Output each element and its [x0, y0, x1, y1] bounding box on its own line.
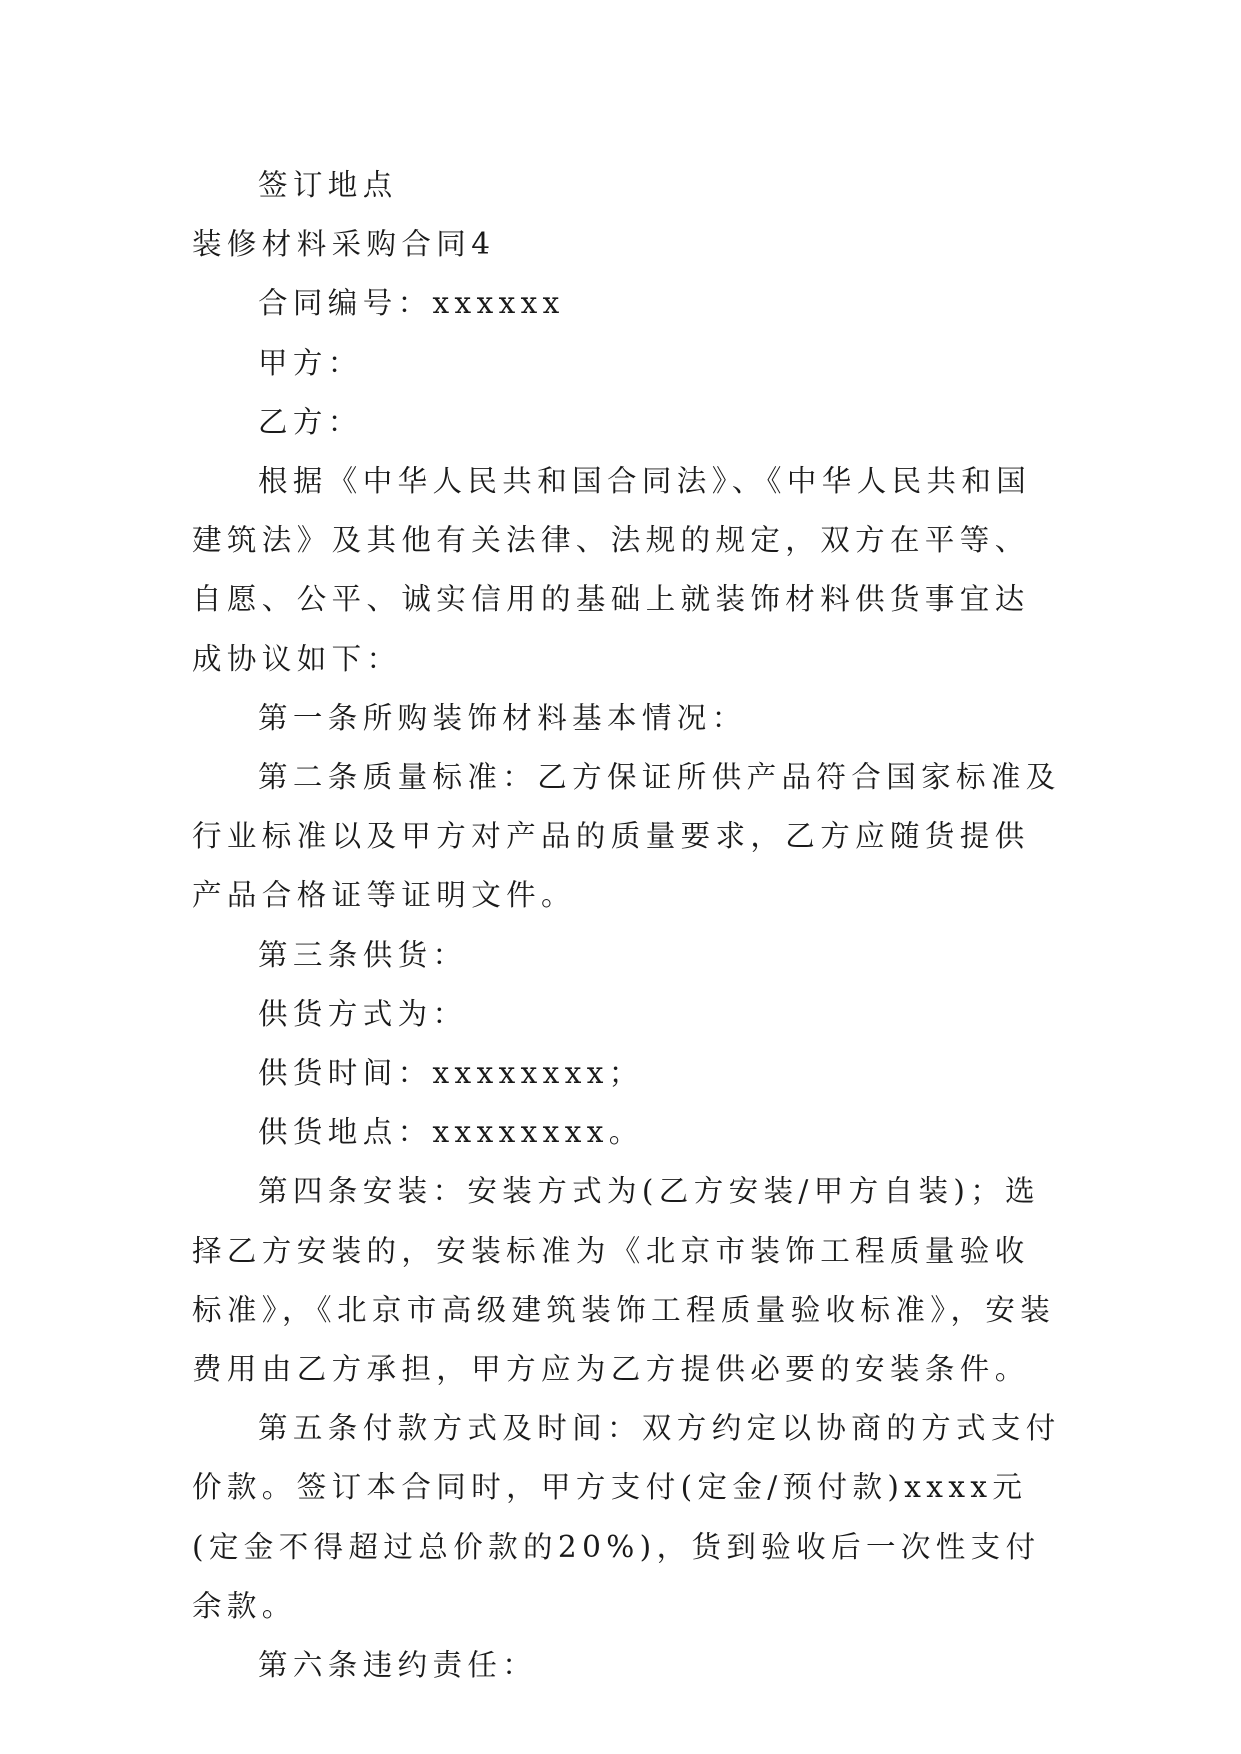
document-body [192, 156, 1062, 1695]
article-3-supply: 第三条供货： [258, 937, 468, 972]
article-4-installation: 第四条安装：安装方式为(乙方安装/甲方自装)；选择乙方安装的，安装标准为《北京市装饰工程质量验收标准》，《北京市高级建筑装饰工程质量验收标准》，安装费用由乙方承担，甲方应为乙方提供必要的安装条件。 [192, 1174, 1056, 1387]
signing-place-label: 签订地点 [258, 168, 398, 202]
article-5-payment: 第五条付款方式及时间：双方约定以协商的方式支付价款。签订本合同时，甲方支付(定金/预付款)xxxx元(定金不得超过总价款的20%)，货到验收后一次性支付余款。 [192, 1411, 1061, 1623]
supply-location: 供货地点：xxxxxxxx。 [258, 1115, 644, 1150]
supply-method: 供货方式为： [258, 996, 468, 1031]
contract-number: 合同编号：xxxxxx [258, 286, 565, 321]
article-2-quality: 第二条质量标准：乙方保证所供产品符合国家标准及行业标准以及甲方对产品的质量要求，乙方应随货提供产品合格证等证明文件。 [192, 760, 1061, 913]
contract-title: 装修材料采购合同4 [192, 227, 496, 262]
article-6-liability: 第六条违约责任： [258, 1648, 538, 1683]
party-a: 甲方： [258, 345, 363, 380]
party-b: 乙方： [258, 404, 363, 439]
article-1: 第一条所购装饰材料基本情况： [258, 700, 747, 735]
preamble-paragraph: 根据《中华人民共和国合同法》、《中华人民共和国建筑法》及其他有关法律、法规的规定，双方在平等、自愿、公平、诚实信用的基础上就装饰材料供货事宜达成协议如下： [192, 464, 1032, 676]
supply-time: 供货时间：xxxxxxxx； [258, 1056, 644, 1091]
